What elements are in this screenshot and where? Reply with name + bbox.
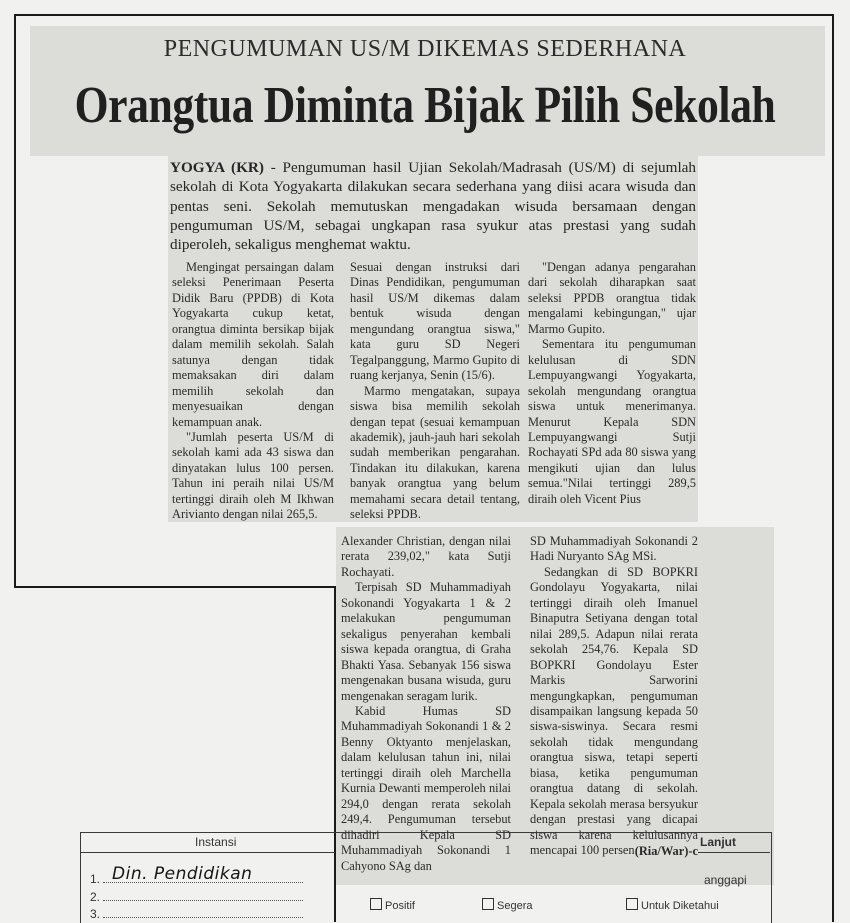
frame-left-bottom-line [14,586,336,588]
checkbox-icon [370,898,382,910]
column-paragraph: "Dengan adanya pengarahan dari sekolah diharapkan saat seleksi PPDB orangtua tidak mengalami kebingungan," ujar Marmo Gupito. [528,260,696,336]
checkbox-icon [626,898,638,910]
form-row-number: 1. [90,872,101,886]
frame-top-line [14,14,834,16]
column-paragraph: Sementara itu pengumuman kelulusan di SDN Lempuyangwangi Yogyakarta, sekolah mengundang orangtua siswa untuk menerimanya. Menurut Kepala SDN Lempuyangwangi Sutji Rochayati SPd ada 80 siswa yang mengikuti ujian dan lulus semua."Nilai tertinggi 289,5 diraih oleh Vicent Pius [528,337,696,506]
column-paragraph: Kabid Humas SD Muhammadiyah Sokonandi 1 & 2 Benny Oktyanto menjelaskan, dalam kelulusan tahun ini, nilai tertinggi diraih oleh Marchella Kurnia Dewanti memperoleh nilai 294,0 dengan rerata sekolah 249,4. Pengumuman tersebut dihadiri Kepala SD Muhammadiyah Sokonandi 1 Cahyono SAg dan [341,703,511,873]
article-headline: Orangtua Diminta Bijak Pilih Sekolah [74,77,776,134]
column-paragraph: SD Muhammadiyah Sokonandi 2 Hadi Nuryanto SAg MSi. [530,534,698,564]
option-label: Segera [497,900,533,912]
form-row-number: 3. [90,907,101,921]
form-row-2 [90,890,303,904]
column-paragraph: Alexander Christian, dengan nilai rerata 239,02," kata Sutji Rochayati. [341,534,511,579]
column-paragraph: "Jumlah peserta US/M di sekolah kami ada 43 siswa dan dinyatakan lulus 100 persen. Tahun ini peraih nilai US/M tertinggi diraih oleh M Ikhwan Arivianto dengan nilai 265,5. [172,429,334,522]
article-lead [170,158,696,254]
article-column-5 [530,534,698,859]
form-lanjut-header: Lanjut [700,835,736,849]
form-row-3 [90,907,303,921]
article-kicker: PENGUMUMAN US/M DIKEMAS SEDERHANA [163,36,687,62]
article-lead-text: - Pengumuman hasil Ujian Sekolah/Madrasah (US/M) di sejumlah sekolah di Kota Yogyakarta dilakukan secara sederhana yang diisi acara wisuda dan pentas seni. Sekolah memutuskan mengadakan wisuda bersamaan dengan pengumuman US/M, sebagai ungkapan rasa syukur atas prestasi yang sudah diperoleh, sekaligus menghemat waktu. [170,159,697,254]
form-row-line[interactable] [103,909,303,918]
option-untuk-diketahui[interactable] [626,898,719,912]
article-column-2 [350,260,520,523]
article-column-3 [528,260,696,507]
frame-left-line [14,14,16,588]
checkbox-icon [482,898,494,910]
handwritten-instansi: Din. Pendidikan [112,864,253,884]
article-dateline: YOGYA (KR) [170,159,264,176]
article-column-4 [341,534,511,874]
column-paragraph: Terpisah SD Muhammadiyah Sokonandi Yogyakarta 1 & 2 melakukan pengumuman sekaligus penyerahan kembali siswa kepada orangtua, di Graha Bhakti Yasa. Sebanyak 156 siswa mengenakan busana wisuda, guru mengenakan seragam lurik. [341,580,511,703]
form-header-rule [80,852,335,853]
column-paragraph: Sedangkan di SD BOPKRI Gondolayu Yogyakarta, nilai tertinggi diraih oleh Imanuel Binaputra Setiyana dengan total nilai 289,5. Adapun nilai rerata sekolah 254,76. Kepala SD BOPKRI Gondolayu Ester Markis Sarworini mengungkapkan, pengumuman disampaikan langsung kepada 50 siswa-siswinya. Secara resmi sekolah tidak mengundang orangtua siswa, tetapi seperti biasa, ketika pengumuman orangtua datang di sekolah. Kepala sekolah merasa bersyukur dengan prestasi yang dicapai siswa karena kelulusannya mencapai 100 persen. [530,564,698,858]
option-label: Untuk Diketahui [641,900,719,912]
column-paragraph: Sesuai dengan instruksi dari Dinas Pendidikan, pengumuman hasil US/M dikemas dalam bentuk wisuda dengan mengundang orangtua siswa," kata guru SD Negeri Tegalpanggung, Marmo Gupito di ruang kerjanya, Senin (15/6). [350,260,520,383]
article-byline: (Ria/War)-c [634,843,698,858]
option-segera[interactable] [482,898,532,912]
form-row-line[interactable] [103,892,303,901]
column-paragraph: Marmo mengatakan, supaya siswa bisa memilih sekolah dengan tepat (sesuai kemampuan akademik), jauh-jauh hari sekolah sudah memberikan pengarahan. Tindakan itu dilakukan, karena banyak orangtua yang belum memahami secara detail tentang, seleksi PPDB. [350,383,520,522]
form-tanggapi-label: anggapi [704,873,747,887]
frame-right-line [832,14,834,922]
form-instansi-header: Instansi [195,835,237,849]
column-paragraph: Mengingat persaingan dalam seleksi Penerimaan Peserta Didik Baru (PPDB) di Kota Yogyakarta cukup ketat, orangtua diminta bersikap bijak dalam memilih sekolah. Salah satunya dengan tidak memaksakan diri dalam memilih sekolah dan menyesuaikan dengan kemampuan anak. [172,260,334,429]
form-header-rule-right [698,852,770,853]
article-column-1 [172,260,334,523]
form-row-number: 2. [90,890,101,904]
option-label: Positif [385,900,415,912]
option-positif[interactable] [370,898,415,912]
